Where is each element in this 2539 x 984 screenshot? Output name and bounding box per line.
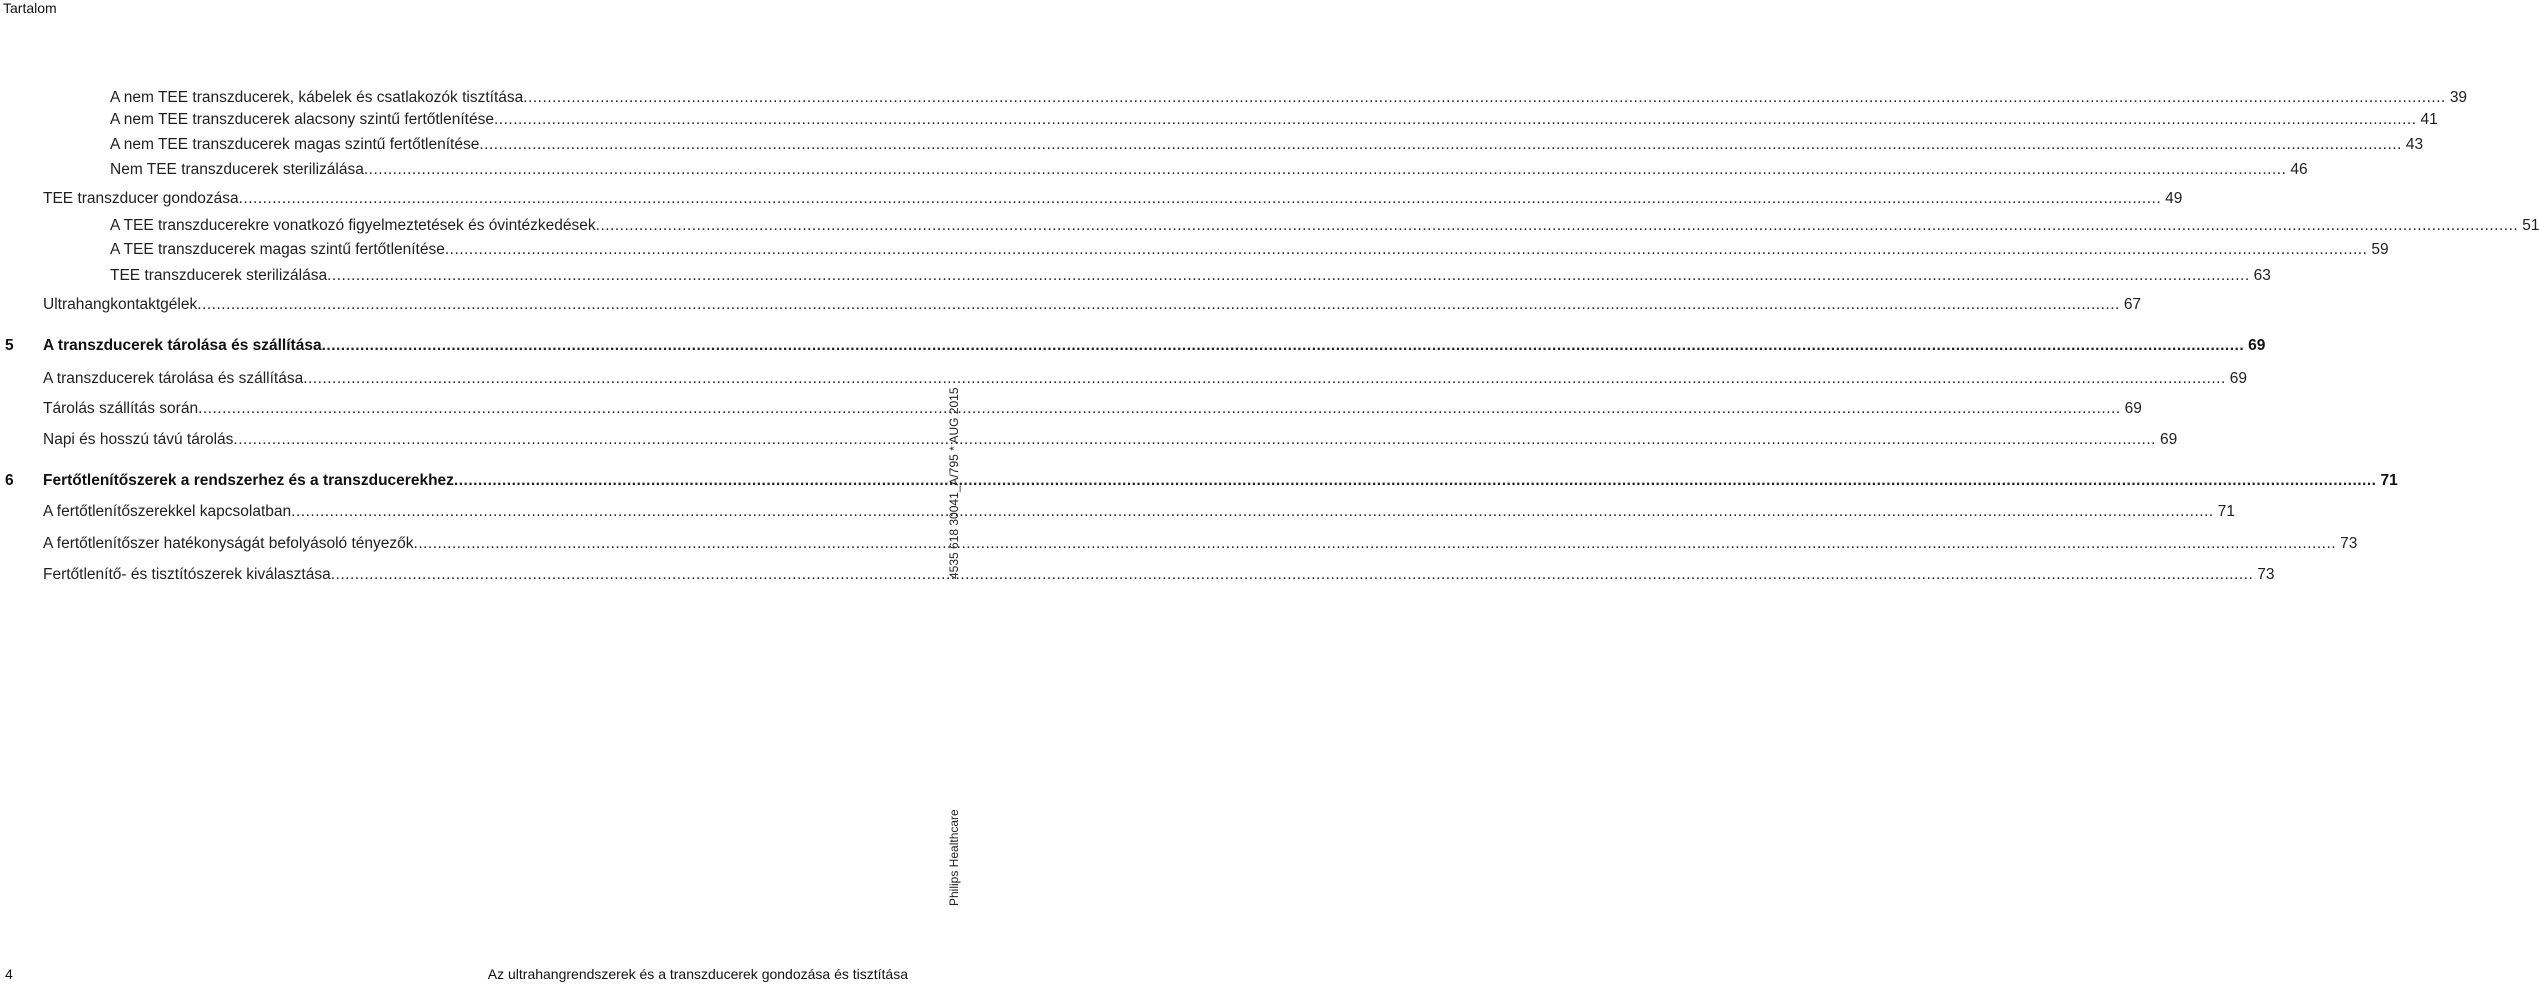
- toc-entry-title: A nem TEE transzducerek alacsony szintű fertőtlenítése: [110, 111, 494, 128]
- toc-dot-leader: ................................................................................................................................................................................................................................................................................................................................................................................................................: [233, 431, 2156, 448]
- toc-entry-title: A fertőtlenítőszer hatékonyságát befolyásoló tényezők: [43, 535, 414, 552]
- toc-page-number: 71: [2217, 503, 2235, 520]
- toc-dot-leader: ................................................................................................................................................................................................................................................................................................................................................................................................................: [479, 136, 2402, 153]
- toc-entry[interactable]: [43, 532, 2358, 556]
- toc-entry-title: Fertőtlenítőszerek a rendszerhez és a transzducerekhez: [43, 472, 454, 489]
- toc-entry[interactable]: [43, 500, 2235, 524]
- footer-book-title: Az ultrahangrendszerek és a transzducerek gondozása és tisztítása: [487, 966, 908, 982]
- toc-page-number: 46: [2290, 161, 2308, 178]
- toc-dot-leader: ................................................................................................................................................................................................................................................................................................................................................................................................................: [595, 217, 2519, 234]
- toc-entry[interactable]: [110, 238, 2389, 262]
- toc-entry[interactable]: [43, 428, 2178, 452]
- toc-entry[interactable]: [43, 397, 2142, 421]
- document-code-text: 4535 618 30041_A/795 * AUG 2015: [947, 387, 961, 579]
- toc-dot-leader: ................................................................................................................................................................................................................................................................................................................................................................................................................: [327, 267, 2250, 284]
- toc-dot-leader: ................................................................................................................................................................................................................................................................................................................................................................................................................: [330, 566, 2254, 583]
- toc-page-number: 41: [2420, 111, 2438, 128]
- toc-entry-title: Ultrahangkontaktgélek: [43, 296, 198, 313]
- toc-page-number: 67: [2123, 296, 2142, 313]
- toc-entry-title: A transzducerek tárolása és szállítása: [43, 337, 322, 354]
- section-header: Tartalom: [3, 0, 57, 16]
- toc-chapter-number: 5: [5, 337, 14, 354]
- toc-page-number: 49: [2165, 190, 2183, 207]
- footer-page-number: 4: [5, 966, 13, 982]
- toc-entry[interactable]: [110, 86, 2468, 110]
- toc-entry[interactable]: [43, 187, 2183, 211]
- toc-entry-title: A nem TEE transzducerek, kábelek és csatlakozók tisztítása: [110, 89, 524, 106]
- toc-dot-leader: ................................................................................................................................................................................................................................................................................................................................................................................................................: [303, 370, 2226, 387]
- toc-entry[interactable]: [110, 133, 2424, 157]
- toc-entry[interactable]: [110, 214, 2539, 238]
- toc-page-number: 43: [2405, 136, 2424, 153]
- toc-entry-title: Napi és hosszú távú tárolás: [43, 431, 234, 448]
- toc-page-number: 73: [2340, 535, 2358, 552]
- toc-entry-title: A TEE transzducerekre vonatkozó figyelmeztetések és óvintézkedések: [110, 217, 596, 234]
- toc-entry[interactable]: [110, 108, 2438, 132]
- toc-entry-title: Tárolás szállítás során: [43, 400, 199, 417]
- toc-dot-leader: ................................................................................................................................................................................................................................................................................................................................................................................................................: [453, 472, 2377, 489]
- toc-entry[interactable]: [43, 293, 2142, 317]
- toc-entry[interactable]: [43, 367, 2247, 391]
- toc-page-number: 51: [2522, 217, 2539, 234]
- toc-dot-leader: ................................................................................................................................................................................................................................................................................................................................................................................................................: [444, 241, 2368, 258]
- toc-entry[interactable]: [110, 264, 2271, 288]
- toc-page-number: 73: [2257, 566, 2275, 583]
- toc-page-number: 59: [2371, 241, 2389, 258]
- toc-entry-title: A fertőtlenítőszerekkel kapcsolatban: [43, 503, 292, 520]
- toc-dot-leader: ................................................................................................................................................................................................................................................................................................................................................................................................................: [238, 190, 2162, 207]
- brand-label-text: Philips Healthcare: [947, 809, 961, 906]
- toc-dot-leader: ................................................................................................................................................................................................................................................................................................................................................................................................................: [493, 111, 2417, 128]
- toc-entry-title: A transzducerek tárolása és szállítása: [43, 370, 304, 387]
- toc-entry[interactable]: [110, 158, 2308, 182]
- toc-entry-title: A TEE transzducerek magas szintű fertőtlenítése: [110, 241, 445, 258]
- toc-page-number: 69: [2248, 337, 2266, 354]
- toc-entry[interactable]: [43, 563, 2275, 587]
- toc-dot-leader: ................................................................................................................................................................................................................................................................................................................................................................................................................: [523, 89, 2446, 106]
- toc-dot-leader: ................................................................................................................................................................................................................................................................................................................................................................................................................: [198, 400, 2121, 417]
- toc-dot-leader: ................................................................................................................................................................................................................................................................................................................................................................................................................: [321, 337, 2245, 354]
- toc-entry-title: Nem TEE transzducerek sterilizálása: [110, 161, 364, 178]
- toc-dot-leader: ................................................................................................................................................................................................................................................................................................................................................................................................................: [197, 296, 2120, 313]
- toc-page-number: 71: [2380, 472, 2398, 489]
- toc-page-number: 69: [2229, 370, 2247, 387]
- toc-entry-title: A nem TEE transzducerek magas szintű fertőtlenítése: [110, 136, 480, 153]
- toc-dot-leader: ................................................................................................................................................................................................................................................................................................................................................................................................................: [413, 535, 2337, 552]
- toc-page-number: 39: [2449, 89, 2468, 106]
- toc-page-number: 69: [2159, 431, 2178, 448]
- toc-entry-title: TEE transzducerek sterilizálása: [110, 267, 328, 284]
- toc-chapter-entry[interactable]: [43, 334, 2266, 358]
- toc-chapter-entry[interactable]: [43, 469, 2398, 493]
- toc-chapter-number: 6: [5, 472, 14, 489]
- toc-entry-title: Fertőtlenítő- és tisztítószerek kiválasztása: [43, 566, 331, 583]
- toc-dot-leader: ................................................................................................................................................................................................................................................................................................................................................................................................................: [363, 161, 2287, 178]
- toc-dot-leader: ................................................................................................................................................................................................................................................................................................................................................................................................................: [291, 503, 2214, 520]
- toc-page-number: 69: [2124, 400, 2142, 417]
- toc-entry-title: TEE transzducer gondozása: [43, 190, 239, 207]
- toc-page-number: 63: [2253, 267, 2271, 284]
